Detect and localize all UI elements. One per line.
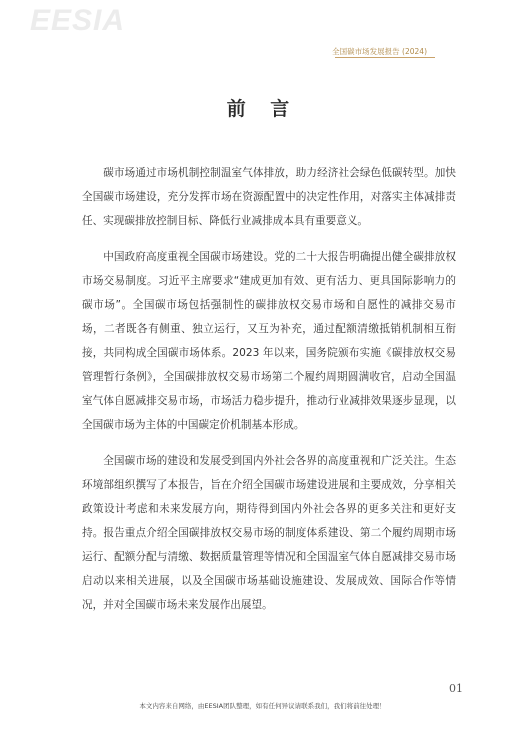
page-number: 01 bbox=[449, 682, 463, 695]
paragraph: 中国政府高度重视全国碳市场建设。党的二十大报告明确提出健全碳排放权市场交易制度。习近平主席要求“建成更加有效、更有活力、更具国际影响力的碳市场”。全国碳市场包括强制性的碳排放权交易市场和自愿性的减排交易市场，二者既各有侧重、独立运行，又互为补充，通过配额清缴抵销机制相互衔接，共同构成全国碳市场体系。2023 年以来，国务院颁布实施《碳排放权交易管理暂行条例》，全国碳排放权交易市场第二个履约周期圆满收官，启动全国温室气体自愿减排交易市场，市场活力稳步提升，推动行业减排效果逐步显现，以全国碳市场为主体的中国碳定价机制基本形成。 bbox=[82, 251, 456, 431]
header-divider bbox=[335, 57, 435, 58]
paragraph: 全国碳市场的建设和发展受到国内外社会各界的高度重视和广泛关注。生态环境部组织撰写了本报告，旨在介绍全国碳市场建设进展和主要成效，分享相关政策设计考虑和未来发展方向，期待得到国内外社会各界的更多关注和更好支持。报告重点介绍全国碳排放权交易市场的制度体系建设、第二个履约周期市场运行、配额分配与清缴、数据质量管理等情况和全国温室气体自愿减排交易市场启动以来相关进展，以及全国碳市场基础设施建设、发展成效、国际合作等情况，并对全国碳市场未来发展作出展望。 bbox=[82, 455, 456, 611]
brand-logo: EESIA bbox=[30, 4, 126, 37]
page-title: 前 言 bbox=[226, 98, 299, 120]
paragraph: 碳市场通过市场机制控制温室气体排放，助力经济社会绿色低碳转型。加快全国碳市场建设，充分发挥市场在资源配置中的决定性作用，对落实主体减排责任、实现碳排放控制目标、降低行业减排成本具有重要意义。 bbox=[82, 167, 456, 227]
footer-note: 本文内容来自网络，由EESIA团队整理，如有任何异议请联系我们，我们将前往处理！ bbox=[139, 702, 386, 710]
report-title: 全国碳市场发展报告 (2024) bbox=[332, 47, 427, 56]
body-text bbox=[82, 161, 456, 629]
